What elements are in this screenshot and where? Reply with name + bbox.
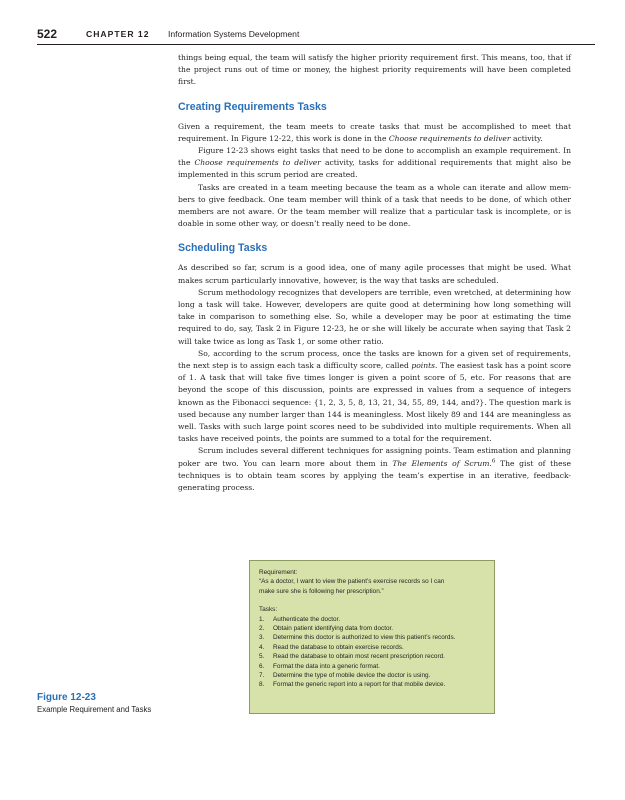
task-item: 5. Read the database to obtain most recent prescription record. (259, 653, 445, 661)
section-heading-scheduling-tasks: Scheduling Tasks (178, 242, 268, 255)
section-heading-creating-requirements-tasks: Creating Requirements Tasks (178, 100, 327, 113)
task-item: 6. Format the data into a generic format. (259, 662, 380, 670)
chapter-title: Information Systems Development (168, 29, 300, 39)
task-item: 2. Obtain patient identifying data from doctor. (259, 625, 394, 633)
requirement-text-line: “As a doctor, I want to view the patient’s exercise records so I can (259, 578, 445, 586)
body-text-column (178, 52, 571, 494)
task-item: 1. Authenticate the doctor. (259, 615, 341, 623)
paragraph: So, according to the scrum process, once the tasks are known for a given set of requirements, the next step is to assign each task a difficulty score, called points. The easiest task has a point score of 1. A task that will take five times longer is given a point score of 5, etc. For reasons that are beyond the scope of this discussion, points are expressed in values from a sequence of integers known as the Fibonacci sequence: {1, 2, 3, 5, 8, 13, 21, 34, 55, 89, 144, and?}. The question mark is used because any number larger than 144 is meaningless. Most likely 89 and 144 are meaningless as well. Tasks with such large point scores need to be subdivided into multiple requirements. When all tasks have received points, the points are summed to a total for the requirement. (178, 348, 571, 444)
paragraph: Tasks are created in a team meeting because the team as a whole can iterate and allow members to give feedback. One team member will think of a task that needs to be done, of which other members are not aware. Or the team member will realize that a particular task is incomplete, or is doable in some other way, or doesn’t really need to be done. (178, 182, 571, 229)
figure-description: Example Requirement and Tasks (37, 705, 152, 714)
figure-requirement-box (249, 560, 495, 714)
paragraph: Scrum includes several different techniques for assigning points. Team estimation and planning poker are two. You can learn more about them in The Elements of Scrum.$^6$ The gist of these techniques is to obtain team scores by applying the team’s expertise in an iterative, feedback-generating process. (178, 446, 571, 493)
paragraph: Given a requirement, the team meets to create tasks that must be accomplished to meet that requirement. In Figure 12-22, this work is done in the Choose requirements to deliver activity. (178, 121, 571, 143)
page-number: 522 (37, 27, 58, 41)
task-item: 3. Determine this doctor is authorized to view this patient’s records. (259, 634, 456, 642)
requirement-text-line: make sure she is following her prescription.” (259, 587, 384, 595)
task-item: 8. Format the generic report into a report for that mobile device. (259, 681, 446, 689)
tasks-label: Tasks: (259, 606, 278, 614)
chapter-label: CHAPTER 12 (86, 29, 150, 39)
footnote-marker: 6 (491, 458, 496, 465)
task-list (259, 615, 486, 690)
task-item: 7. Determine the type of mobile device the doctor is using. (259, 672, 431, 680)
running-header (37, 27, 595, 43)
figure-label: Figure 12-23 (37, 692, 96, 703)
figure-caption (37, 691, 172, 715)
paragraph: Figure 12-23 shows eight tasks that need to be done to accomplish an example requirement. In the Choose requirements to deliver activity, tasks for additional requirements that might also be implemented in this scrum period are created. (178, 146, 571, 180)
header-rule (37, 44, 595, 45)
paragraph: things being equal, the team will satisfy the higher priority requirement first. This means, too, that if the project runs out of time or money, the highest priority requirements will have been completed first. (178, 53, 571, 87)
paragraph: Scrum methodology recognizes that developers are terrible, even wretched, at determining how long a task will take. However, developers are quite good at determining how long something will take in comparison to something else. So, while a developer may be poor at estimating the time required to do, say, Task 2 in Figure 12-23, he or she will likely be accurate when saying that Task 2 will take twice as long as Task 1, or some other ratio. (178, 287, 571, 346)
requirement-label: Requirement: (259, 569, 298, 576)
task-item: 4. Read the database to obtain exercise records. (259, 643, 404, 651)
paragraph: As described so far, scrum is a good idea, one of many agile processes that might be used. What makes scrum particularly innovative, however, is the way that tasks are scheduled. (178, 263, 571, 285)
